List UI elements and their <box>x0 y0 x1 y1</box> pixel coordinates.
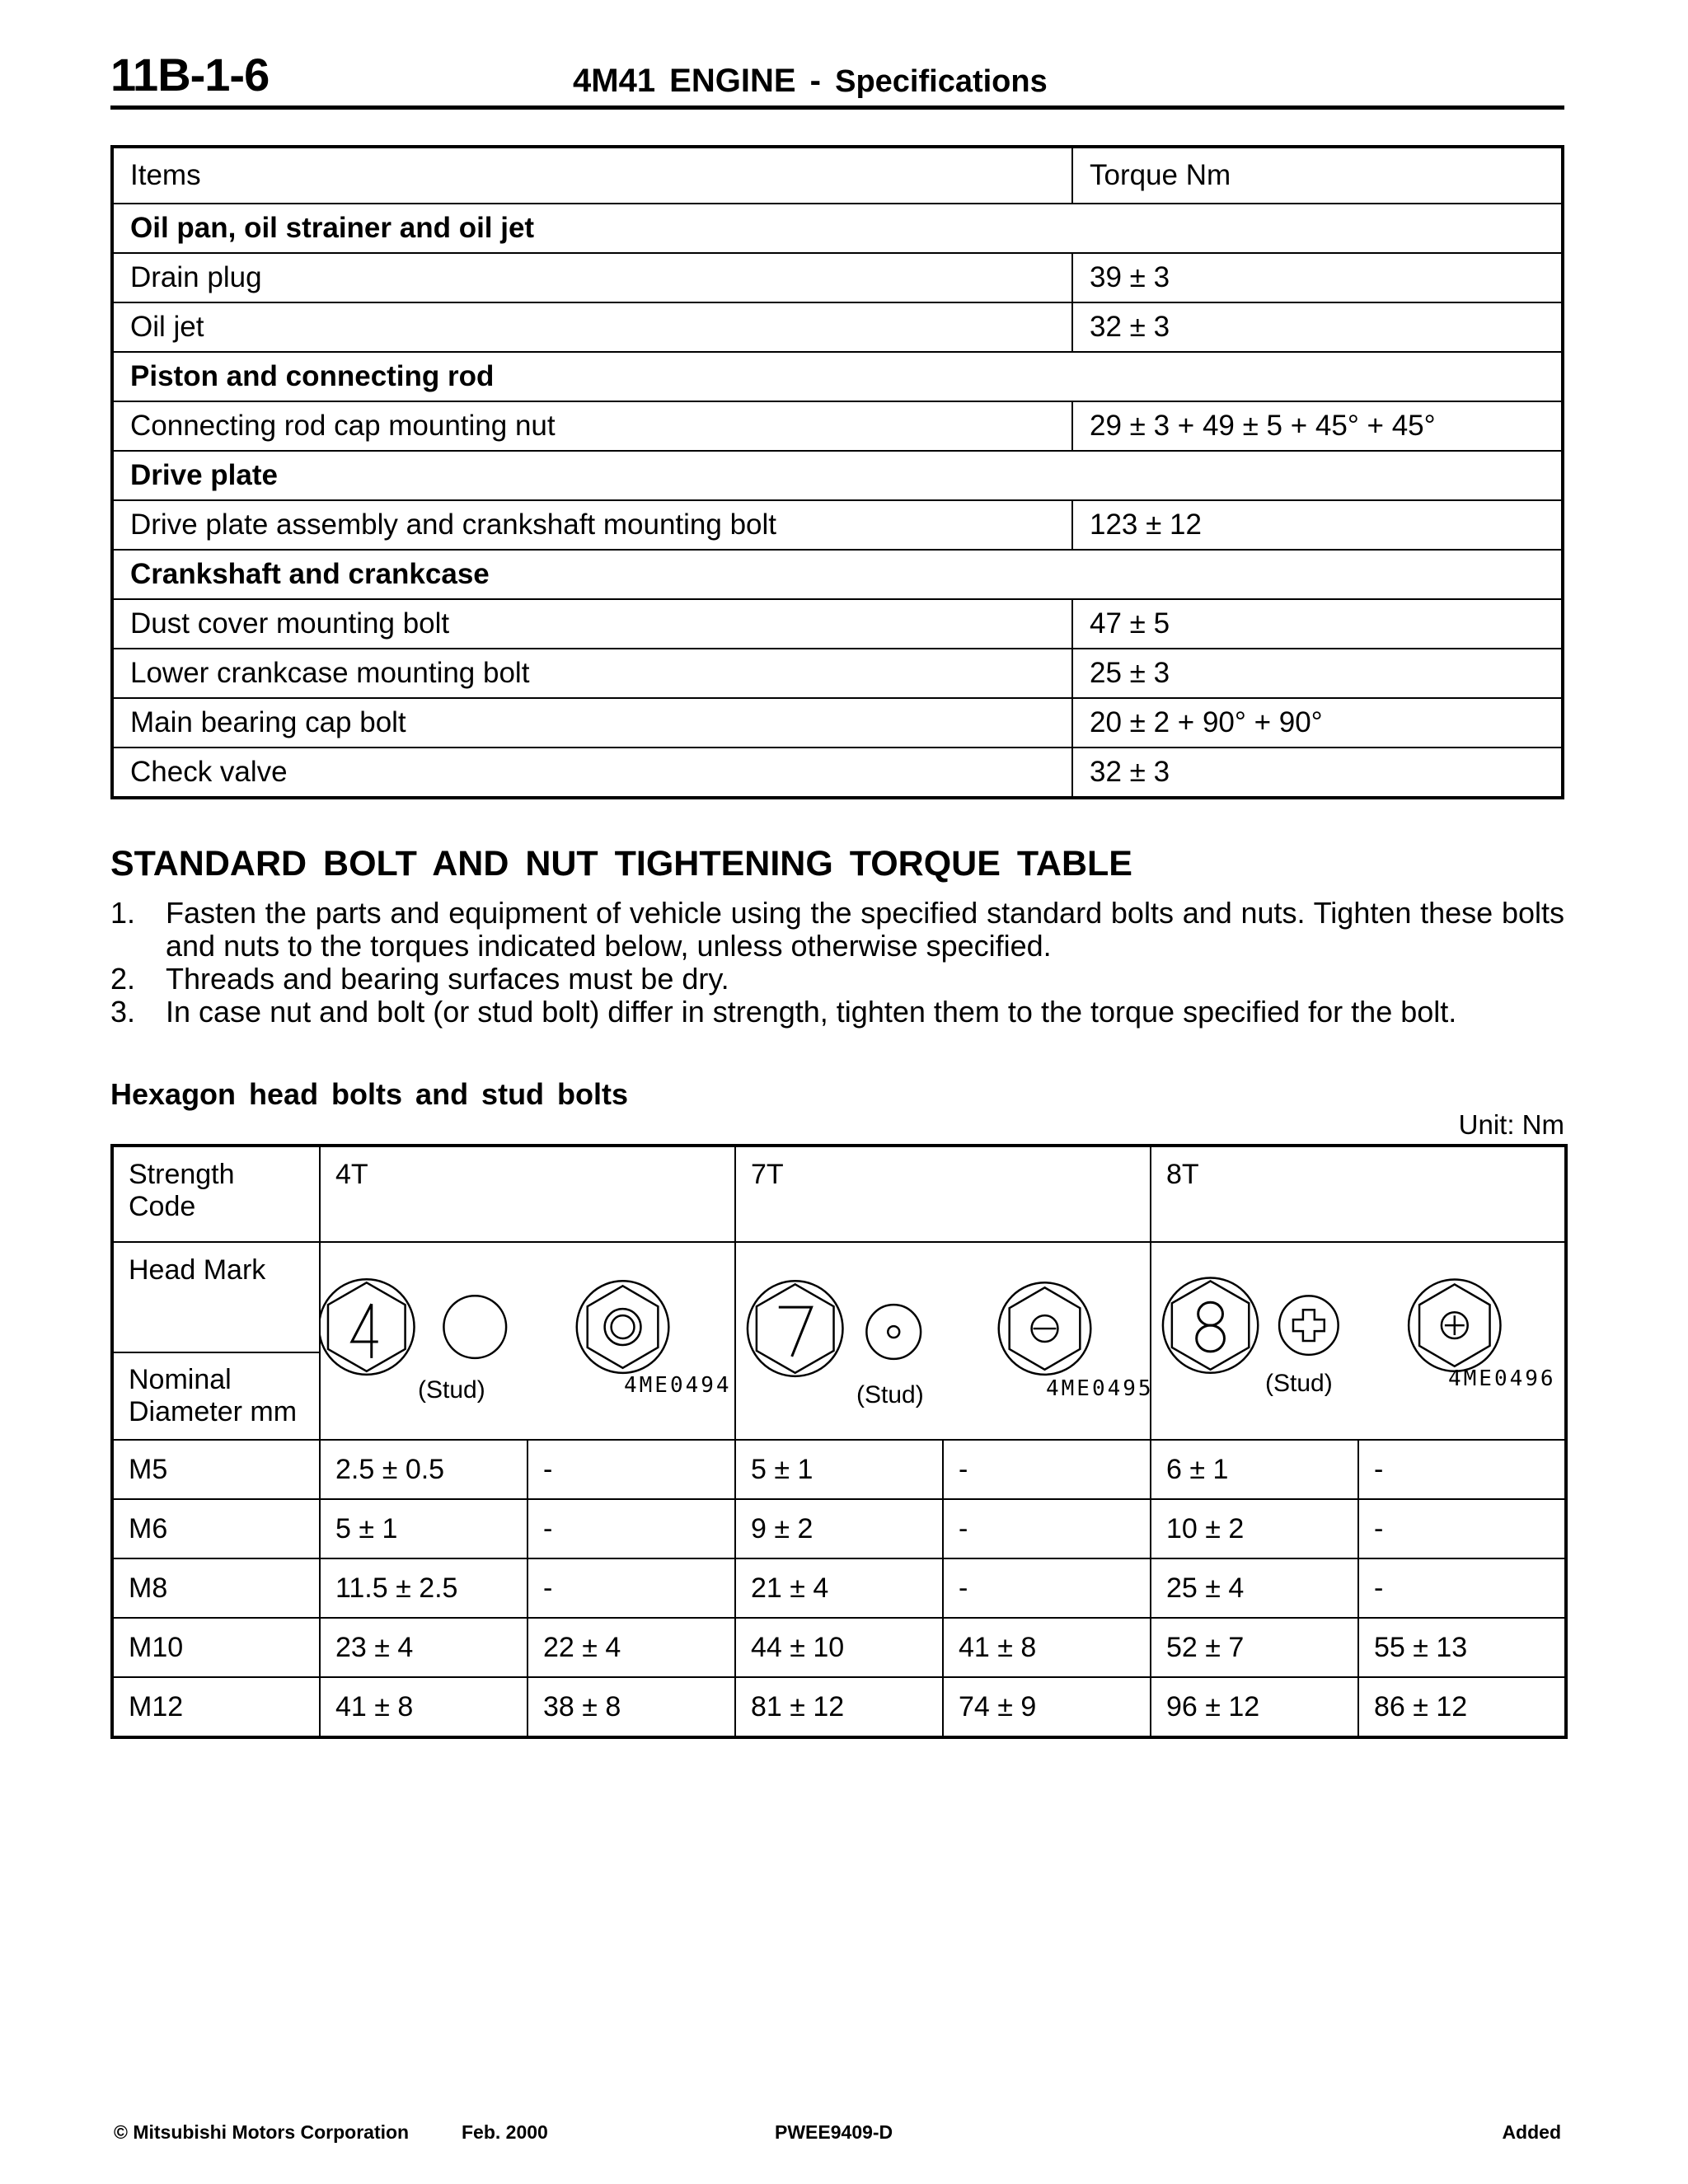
torque-cell: - <box>943 1558 1151 1618</box>
torque-cell: 5 ± 1 <box>735 1440 943 1499</box>
torque-value: 47 ± 5 <box>1072 599 1563 649</box>
nominal-size: M12 <box>112 1677 320 1737</box>
note-text: Fasten the parts and equipment of vehicle using the specified standard bolts and nuts. Tighten these bolts and nuts to the torques indicated below, unless otherwise specified. <box>166 896 1564 963</box>
strength-code-8t: 8T <box>1151 1146 1566 1242</box>
section-row <box>112 550 1563 599</box>
torque-value: 32 ± 3 <box>1072 748 1563 798</box>
footer-status: Added <box>1502 2121 1561 2143</box>
table-header-row <box>112 147 1563 204</box>
torque-cell: 74 ± 9 <box>943 1677 1151 1737</box>
table-row <box>112 401 1563 451</box>
footer-copyright: © Mitsubishi Motors Corporation <box>114 2121 410 2143</box>
figure-code-4t: 4ME0494 <box>624 1373 732 1398</box>
table-row <box>112 1558 1566 1618</box>
torque-value: 39 ± 3 <box>1072 253 1563 302</box>
torque-cell: 96 ± 12 <box>1151 1677 1358 1737</box>
torque-value: 20 ± 2 + 90° + 90° <box>1072 698 1563 748</box>
torque-cell: 6 ± 1 <box>1151 1440 1358 1499</box>
section-title: Specifications <box>835 64 1048 99</box>
torque-cell: 22 ± 4 <box>528 1618 735 1677</box>
item-name: Oil jet <box>112 302 1072 352</box>
stud-label-4t: (Stud) <box>418 1376 485 1404</box>
head-mark-label: Head Mark <box>112 1242 320 1352</box>
nominal-size: M5 <box>112 1440 320 1499</box>
header-rule <box>110 105 1564 110</box>
torque-cell: 5 ± 1 <box>320 1499 528 1558</box>
table-row <box>112 1677 1566 1737</box>
bolt-head-8t-icon <box>1151 1243 1564 1439</box>
head-mark-figure-7t <box>735 1242 1154 1440</box>
note-number: 2. <box>110 962 136 996</box>
torque-cell: 55 ± 13 <box>1358 1618 1566 1677</box>
torque-cell: - <box>1358 1440 1566 1499</box>
torque-value: 29 ± 3 + 49 ± 5 + 45° + 45° <box>1072 401 1563 451</box>
torque-value: 25 ± 3 <box>1072 649 1563 698</box>
torque-cell: 86 ± 12 <box>1358 1677 1566 1737</box>
strength-code-4t: 4T <box>320 1146 735 1242</box>
item-name: Dust cover mounting bolt <box>112 599 1072 649</box>
torque-cell: 9 ± 2 <box>735 1499 943 1558</box>
torque-cell: 52 ± 7 <box>1151 1618 1358 1677</box>
figure-code-8t: 4ME0496 <box>1448 1366 1556 1391</box>
torque-cell: 23 ± 4 <box>320 1618 528 1677</box>
note-number: 3. <box>110 995 136 1029</box>
strength-code-7t: 7T <box>735 1146 1151 1242</box>
torque-cell: - <box>1358 1558 1566 1618</box>
section-label: Oil pan, oil strainer and oil jet <box>112 204 1563 253</box>
stud-label-8t: (Stud) <box>1265 1370 1333 1397</box>
bolt-head-4t-icon <box>321 1243 734 1439</box>
item-name: Check valve <box>112 748 1072 798</box>
table-row <box>112 1499 1566 1558</box>
note-text: Threads and bearing surfaces must be dry. <box>166 962 729 996</box>
title-separator: - <box>809 63 821 99</box>
sub-heading: Hexagon head bolts and stud bolts <box>110 1077 629 1111</box>
table-row <box>112 649 1563 698</box>
note-item <box>110 897 1564 963</box>
footer-doc-code: PWEE9409-D <box>775 2121 893 2143</box>
torque-cell: 10 ± 2 <box>1151 1499 1358 1558</box>
head-mark-row <box>112 1242 1566 1352</box>
page-number: 11B-1-6 <box>110 49 270 101</box>
table-row <box>112 748 1563 798</box>
table-row <box>112 599 1563 649</box>
torque-cell: - <box>943 1440 1151 1499</box>
torque-cell: - <box>528 1558 735 1618</box>
unit-label: Unit: Nm <box>1458 1109 1564 1140</box>
torque-cell: 44 ± 10 <box>735 1618 943 1677</box>
item-name: Connecting rod cap mounting nut <box>112 401 1072 451</box>
stud-label-7t: (Stud) <box>856 1381 924 1408</box>
notes-list <box>110 897 1564 1029</box>
nominal-size: M10 <box>112 1618 320 1677</box>
table-row <box>112 500 1563 550</box>
torque-cell: - <box>528 1499 735 1558</box>
torque-cell: - <box>528 1440 735 1499</box>
item-name: Drive plate assembly and crankshaft mounting bolt <box>112 500 1072 550</box>
torque-cell: 21 ± 4 <box>735 1558 943 1618</box>
table-row <box>112 1618 1566 1677</box>
item-name: Lower crankcase mounting bolt <box>112 649 1072 698</box>
note-number: 1. <box>110 896 136 930</box>
torque-cell: 2.5 ± 0.5 <box>320 1440 528 1499</box>
table-row <box>112 1440 1566 1499</box>
engine-title: 4M41 ENGINE <box>573 63 796 99</box>
table-row <box>112 302 1563 352</box>
section-label: Piston and connecting rod <box>112 352 1563 401</box>
column-header-torque: Torque Nm <box>1072 147 1563 204</box>
section-row <box>112 352 1563 401</box>
torque-value: 32 ± 3 <box>1072 302 1563 352</box>
section-row <box>112 451 1563 500</box>
torque-cell: 38 ± 8 <box>528 1677 735 1737</box>
head-mark-figure-8t <box>1151 1242 1566 1440</box>
section-heading: STANDARD BOLT AND NUT TIGHTENING TORQUE TABLE <box>110 844 1132 883</box>
torque-cell: 41 ± 8 <box>320 1677 528 1737</box>
strength-code-label: Strength Code <box>112 1146 320 1242</box>
table-row <box>112 698 1563 748</box>
column-header-items: Items <box>112 147 1072 204</box>
section-row <box>112 204 1563 253</box>
torque-cell: - <box>1358 1499 1566 1558</box>
bolt-head-7t-icon <box>736 1243 1150 1439</box>
item-name: Drain plug <box>112 253 1072 302</box>
section-label: Drive plate <box>112 451 1563 500</box>
torque-value: 123 ± 12 <box>1072 500 1563 550</box>
item-name: Main bearing cap bolt <box>112 698 1072 748</box>
nominal-size: M8 <box>112 1558 320 1618</box>
figure-code-7t: 4ME0495 <box>1046 1376 1154 1401</box>
nominal-size: M6 <box>112 1499 320 1558</box>
torque-cell: 81 ± 12 <box>735 1677 943 1737</box>
nominal-diameter-label: Nominal Diameter mm <box>112 1352 320 1440</box>
section-label: Crankshaft and crankcase <box>112 550 1563 599</box>
torque-spec-table <box>110 145 1564 799</box>
torque-cell: 41 ± 8 <box>943 1618 1151 1677</box>
bolt-torque-table <box>110 1144 1568 1739</box>
torque-cell: - <box>943 1499 1151 1558</box>
torque-cell: 25 ± 4 <box>1151 1558 1358 1618</box>
footer-date: Feb. 2000 <box>462 2121 548 2143</box>
strength-code-row <box>112 1146 1566 1242</box>
page-title <box>573 63 1048 100</box>
table-row <box>112 253 1563 302</box>
note-item <box>110 996 1564 1029</box>
head-mark-figure-4t <box>320 1242 735 1440</box>
note-text: In case nut and bolt (or stud bolt) differ in strength, tighten them to the torque specified for the bolt. <box>166 995 1457 1029</box>
torque-cell: 11.5 ± 2.5 <box>320 1558 528 1618</box>
note-item <box>110 963 1564 996</box>
